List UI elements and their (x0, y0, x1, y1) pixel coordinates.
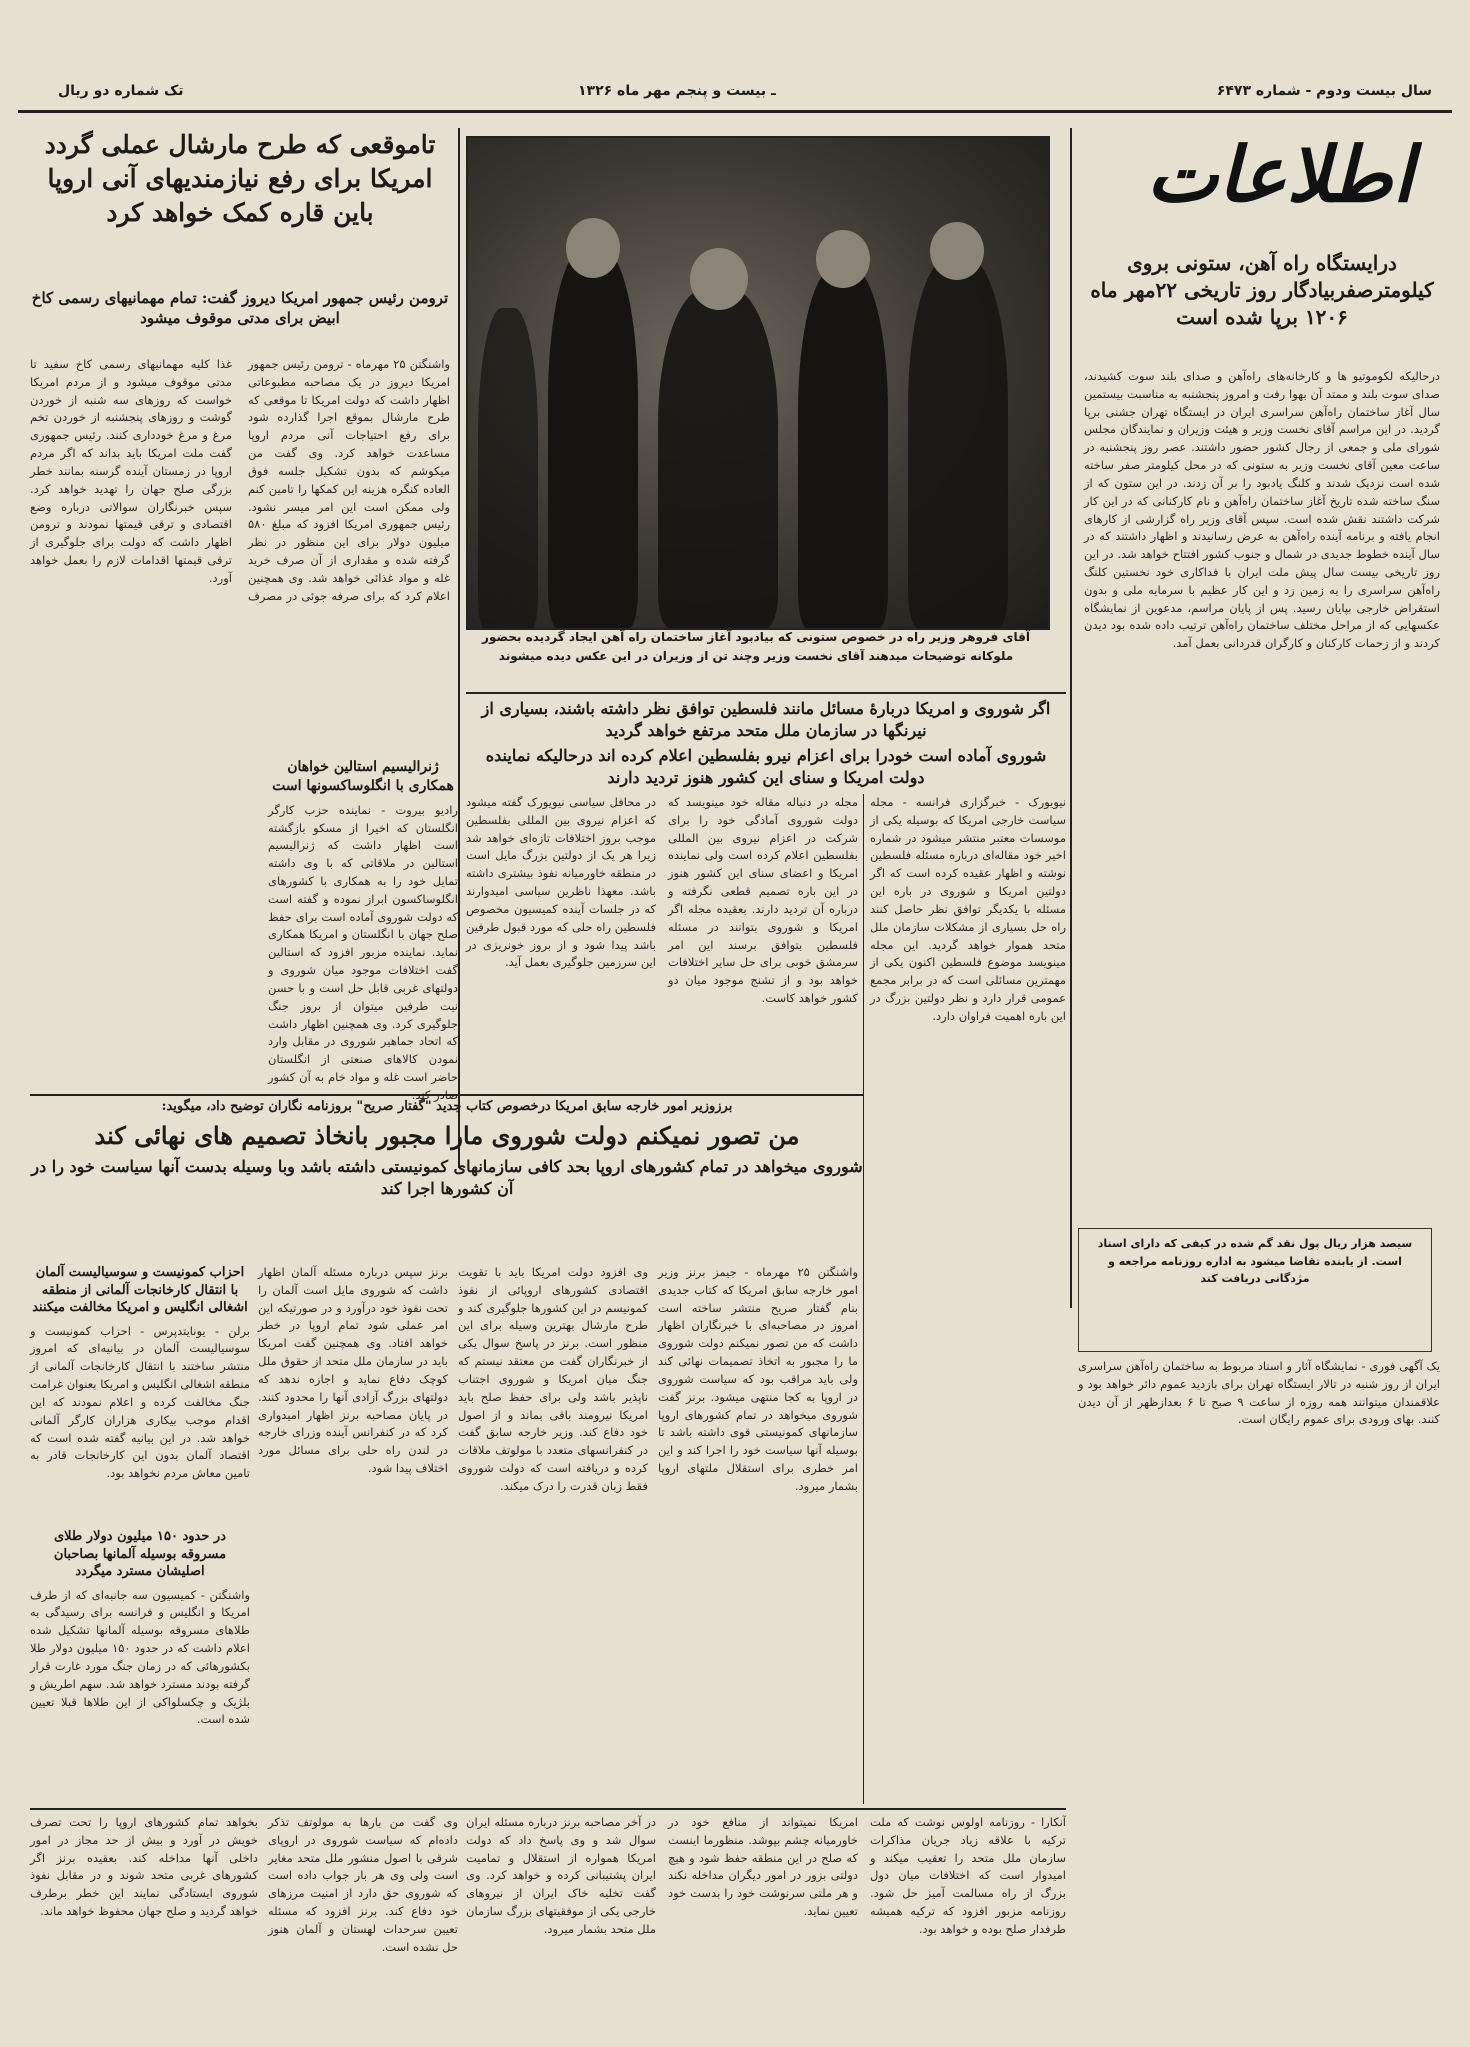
germany-headline: احزاب کمونیست و سوسیالیست آلمان با انتقال کارخانجات آلمانی از منطقه اشغالی انگلیس و امریکا مخالفت میکنند (32, 1265, 248, 1316)
bottom-col5 (870, 1814, 1066, 2004)
lead-left-headline-box (30, 128, 450, 278)
issue-price: تک شماره دو ریال (58, 83, 184, 99)
photo-caption: آقای فروهر وزیر راه در خصوص ستونی که بیادبود آغاز ساختمان راه آهن ایجاد گردیده بحضور ملوکانه توضیحات میدهند آقای نخست وزیر وچند تن از وزیران در این عکس دیده میشوند (482, 630, 1030, 664)
mid-col-left-text: در محافل سیاسی نیویورک گفته میشود که اعزام نیروی بین المللی بفلسطین موجب بروز اختلافات تازه‌ای خواهد شد زیرا هر یک از دولتین بزرگ مایل است در منطقه خاورمیانه نفوذ بیشتری داشته باشد. معهذا ناظرین سیاسی امیدوارند که در جلسات آینده کمیسیون مخصوص فلسطین راه حلی که مورد قبول طرفین باشد پیدا شود و از بروز خونریزی در این سرزمین جلوگیری بعمل آید. (466, 795, 656, 970)
right-lower-col (1078, 1358, 1440, 1998)
issue-date: ـ بیست و پنجم مهر ماه ۱۳۲۶ (578, 83, 776, 99)
mid-col-mid (668, 794, 858, 1064)
ceremony-photo (466, 136, 1050, 630)
soviet-col-left (258, 1264, 448, 1784)
soviet-headline: من تصور نمیکنم دولت شوروی مارا مجبور بانخاذ تصمیم های نهائی کند (94, 1120, 800, 1150)
lead-right-body-box (1084, 368, 1440, 1348)
germany-article (30, 1264, 250, 1524)
bottom-col1 (30, 1814, 258, 2004)
soviet-col-right (658, 1264, 858, 1784)
soviet-subhead: شوروی میخواهد در تمام کشورهای اروپا بحد کافی سازمانهای کمونیستی داشته باشد وبا وسیله بدست آنها سیاست خود را در آن کشورها اجرا کند (31, 1156, 863, 1198)
right-lower-text: یک آگهی فوری - نمایشگاه آثار و اسناد مربوط به ساختمان راه‌آهن سراسری ایران از روز شنبه در تالار ایستگاه تهران برای بازدید عموم دائر خواهد بود و علاقمندان میتوانند همه روزه از ساعت ۹ صبح تا ۶ بعدازظهر از آن دیدن کنند. بهای ورودی برای عموم رایگان است. (1078, 1359, 1440, 1427)
lead-right-headline-box (1082, 250, 1442, 358)
notice-box (1078, 1228, 1432, 1352)
mid-headline-box (466, 698, 1066, 790)
bottom-col4 (668, 1814, 858, 2004)
bottom-col5-text: آنکارا - روزنامه اولوس نوشت که ملت ترکیه با علاقه زیاد جریان مذاکرات سازمان ملل متحد را تعقیب میکند و امیدوار است که اختلافات میان دول بزرگ از راه مسالمت آمیز حل شود. روزنامه مزبور افزود که ترکیه همیشه طرفدار صلح بوده و خواهد بود. (870, 1815, 1066, 1936)
section-rule (466, 692, 1066, 694)
gold-headline: در حدود ۱۵۰ میلیون دولار طلای مسروقه بوسیله آلمانها بصاحبان اصلیشان مسترد میگردد (53, 1529, 227, 1580)
column-rule (1070, 128, 1072, 1308)
soviet-headline-box (30, 1098, 864, 1258)
mid-headline: اگر شوروی و امریکا دربارۀ مسائل مانند فلسطین توافق نظر داشته باشند، بسیاری از نیرنگها در سازمان ملل متحد مرتفع خواهد گردید (481, 699, 1051, 740)
masthead: اطلاعات (1146, 130, 1414, 219)
section-rule (30, 1094, 864, 1096)
gold-body: واشنگتن - کمیسیون سه جانبه‌ای که از طرف امریکا و انگلیس و فرانسه برای رسیدگی به طلاهای مسروقه بوسیله آلمانها تشکیل شده اعلام داشت که در حدود ۱۵۰ میلیون دولار طلا بکشورهائی که در زمان جنگ مورد غارت قرار گرفته بودند مسترد خواهد شد. سهم اطریش و بلژیک و چکسلواکی از این طلاها قبلا تعیین شده است. (30, 1587, 250, 1727)
issue-number: سال بیست ودوم - شماره ۶۴۷۳ (1216, 83, 1432, 99)
bottom-col3-text: در آخر مصاحبه برنز درباره مسئله ایران سوال شد و وی پاسخ داد که دولت امریکا همواره از استقلال و تمامیت ایران پشتیبانی کرده و خواهد کرد. وی گفت تخلیه خاک ایران از نیروهای خارجی یکی از موفقیتهای بزرگ سازمان ملل متحد بشمار میرود. (466, 1815, 656, 1936)
lead-left-body: واشنگتن ۲۵ مهرماه - ترومن رئیس جمهور امریکا دیروز در یک مصاحبه مطبوعاتی اظهار داشت که دولت امریکا تا موقعی که طرح مارشال بموقع اجرا گذارده شود برای رفع احتیاجات آنی مردم اروپا مساعدت خواهد کرد. وی گفت من میکوشم که بدون تشکیل جلسه فوق العاده کنگره هزینه این کمکها را تامین کنم ولی ممکن است این امر میسر نشود. رئیس جمهوری امریکا افزود که مبلغ ۵۸۰ میلیون دولار برای این منظور در نظر گرفته شده و مقداری از آن صرف خرید غله و مواد غذائی خواهد شد. وی همچنین اعلام کرد که برای صرفه جوئی در مصرف غذا کلیه مهمانیهای رسمی کاخ سفید تا مدتی موقوف میشود و از مردم امریکا خواست که روزهای سه شنبه از خوردن گوشت و روزهای پنجشنبه از خوردن تخم مرغ و مرغ خودداری کنند. رئیس جمهوری گفت ملت امریکا باید بداند که اگر مردم اروپا در زمستان آینده گرسنه بمانند خطر بزرگی صلح جهان را تهدید خواهد کرد. سپس خبرنگاران سوالاتی درباره وضع اقتصادی و ترقی قیمتها نمودند و ترومن اظهار داشت که دولت برای جلوگیری از ترقی قیمتها اقدامات لازم را بعمل خواهد آورد. (30, 357, 450, 603)
lead-left-subhead: ترومن رئیس جمهور امریکا دیروز گفت: تمام مهمانیهای رسمی کاخ ابیض برای مدتی موقوف میشود (31, 289, 449, 328)
dateline (18, 83, 1452, 107)
mid-col-left (466, 794, 656, 1064)
mid-subhead: شوروی آماده است خودرا برای اعزام نیرو بفلسطین اعلام کرده اند درحالیکه نماینده دولت امریکا و سنای این کشور هنوز تردید دارند (485, 746, 1047, 787)
bottom-col2 (268, 1814, 458, 2004)
germany-body: برلن - یونایتدپرس - احزاب کمونیست و سوسیالیست آلمان در بیانیه‌ای که امروز منتشر ساختند با انتقال کارخانجات آلمانی از منطقه اشغالی انگلیس و امریکا بعنوان غرامت جنگ مخالفت کرده و اعلام نمودند که این اقدام موجب بیکاری هزاران کارگر آلمانی خواهد شد. در این بیانیه گفته شده است که اقتصاد آلمان بدون این کارخانجات قادر به تامین معاش مردم نخواهد بود. (30, 1323, 250, 1481)
bottom-col3 (466, 1814, 656, 2004)
newspaper-page (18, 28, 1452, 2018)
column-rule (863, 794, 864, 1804)
bottom-col1-text: بخواهد تمام کشورهای اروپا را تحت تصرف خویش در آورد و بیش از حد مجاز در امور داخلی آنها مداخله کند. بعقیده برنز اگر کشورهای غربی متحد شوند و در مقابل نفوذ شوروی ایستادگی نمایند این خطر برطرف خواهد گردید و صلح جهان محفوظ خواهد ماند. (30, 1815, 258, 1919)
notice-text: سیصد هزار ریال پول نقد گم شده در کیفی که دارای اسناد است. از یابنده تقاضا میشود به اداره روزنامه مراجعه و مژدگانی دریافت کند (1097, 1237, 1413, 1286)
soviet-col-right-text: واشنگتن ۲۵ مهرماه - جیمز برنز وزیر امور خارجه سابق امریکا که کتاب جدیدی بنام گفتار صریح منتشر ساخته است امروز در مصاحبه‌ای با خبرنگاران اظهار داشت که من تصور نمیکنم دولت شوروی ما را مجبور به اتخاذ تصمیمات نهائی کند ولی باید مراقب بود که سیاست شوروی در اروپا به کجا منتهی میشود. برنز گفت شوروی میخواهد در تمام کشورهای اروپا سازمانهای کمونیستی قوی داشته باشد تا بوسیله آنها سیاست خود را اجرا کند و این امر خطری برای استقلال ملتهای اروپا بشمار میرود. (658, 1265, 858, 1493)
soviet-kicker: برزوزیر امور خارجه سابق امریکا درخصوص کتاب جدید "گفتار صریح" بروزنامه نگاران توضیح داد، میگوید: (161, 1099, 733, 1114)
column-rule (458, 128, 460, 1168)
lead-right-body: درحالیکه لکوموتیو ها و کارخانه‌های راه‌آهن و صدای بلند سوت کشیدند، صدای سوت بلند و ممتد آن بهوا رفت و امروز پنجشنبه به مناسبت بیستمین سال آغاز ساختمان راه‌آهن سراسری ایران در ایستگاه تهران جشنی برپا گردید. در این مراسم آقای نخست وزیر و هیئت وزیران و نمایندگان مجلس شورای ملی و جمعی از رجال کشور حضور داشتند. عصر روز پنجشنبه در ساعت معین آقای نخست وزیر به ستونی که در محل کیلومتر صفر ساخته شده است نزدیک شدند و کلنگ یادبود را بر آن زدند. در این ستون که از سنگ ساخته شده تاریخ آغاز ساختمان راه‌آهن و نام کارکنانی که در این کار شرکت داشتند نقش شده است. سپس آقای وزیر راه گزارشی از کارهای انجام یافته و برنامه آینده راه‌آهن به عرض رسانیدند و اظهار داشتند که در سال آینده خطوط جدیدی در شمال و جنوب کشور افتتاح خواهد شد. در این روز تاریخی بیست سال پیش ملت ایران با فداکاری خود نخستین کلنگ راه‌آهن سراسری را به زمین زد و این کار عظیم با سرمایه ملی و بدون استقراض خارجی بپایان رسید. پس از پایان مراسم، مدعوین از نمایشگاه عکسهایی که از مراحل مختلف ساختمان راه‌آهن ترتیب داده شده بود دیدن کردند و از زحمات کارکنان و کارگران قدردانی بعمل آمد. (1084, 369, 1440, 651)
soviet-col-mid (458, 1264, 648, 1784)
bottom-col2-text: وی گفت من بارها به مولوتف تذکر داده‌ام که سیاست شوروی در اروپای شرقی با اصول منشور ملل متحد مغایر است ولی وی هر بار جواب داده است که شوروی حق دارد از امنیت مرزهای خود دفاع کند. برنز افزود که مسئله تعیین سرحدات لهستان و آلمان هنوز حل نشده است. (268, 1815, 458, 1954)
mid-col-right (870, 794, 1066, 1804)
lead-left-subhead-box (30, 288, 450, 348)
soviet-col-mid-text: وی افزود دولت امریکا باید با تقویت اقتصادی کشورهای اروپائی از نفوذ کمونیسم در این کشورها جلوگیری کند و طرح مارشال بهترین وسیله برای این منظور است. برنز در پاسخ سوال یکی از خبرنگاران گفت من معتقد نیستم که جنگ میان امریکا و شوروی اجتناب ناپذیر باشد ولی برای حفظ صلح باید امریکا نیرومند باقی بماند و از اصول خود دفاع کند. وزیر خارجه سابق گفت در کنفرانسهای متعدد با مولوتف ملاقات کرده و دریافته است که دولت شوروی فقط زبان قدرت را درک میکند. (458, 1265, 648, 1493)
soviet-col-left-text: برنز سپس درباره مسئله آلمان اظهار داشت که شوروی مایل است آلمان را تحت نفوذ خود درآورد و در صورتیکه این امر عملی شود تمام اروپا در خطر خواهد افتاد. وی همچنین گفت امریکا باید در سازمان ملل متحد از حقوق ملل کوچک دفاع نماید و اجازه ندهد که دولتهای بزرگ آزادی آنها را محدود کنند. در پایان مصاحبه برنز اظهار امیدواری کرد که در کنفرانس آینده وزرای خارجه در لندن راه حلی برای مسائل مورد اختلاف پیدا شود. (258, 1265, 448, 1475)
stalin-headline: ژنرالیسیم استالین خواهان همکاری با انگلوساکسونها است (272, 759, 454, 794)
section-rule (30, 1808, 1066, 1810)
lead-right-headline: درایستگاه راه آهن، ستونی بروی کیلومترصفربیادگار روز تاریخی ۲۲مهر ماه ۱۲۰۶ برپا شده است (1090, 251, 1434, 329)
stalin-article (268, 758, 458, 1088)
header-rule (18, 110, 1452, 113)
lead-left-headline: تاموقعی که طرح مارشال عملی گردد امریکا برای رفع نیازمندیهای آنی اروپا باین قاره کمک خواهد کرد (44, 130, 436, 227)
mid-col-mid-text: مجله در دنباله مقاله خود مینویسد که دولت شوروی آمادگی خود را برای شرکت در اعزام نیروی بین المللی بفلسطین اعلام کرده است ولی نماینده امریکا و اعضای سنای این کشور هنوز در این باره تصمیم قطعی نگرفته و درباره آن تردید دارند. بعقیده مجله اگر امریکا و شوروی بتوانند در مسئله فلسطین بتوافق برسند این امر سرمشق خوبی برای حل سایر اختلافات خواهد بود و از تشنج موجود میان دو کشور خواهد کاست. (668, 795, 858, 1005)
gold-article (30, 1528, 250, 1738)
stalin-body: رادیو بیروت - نماینده حزب کارگر انگلستان که اخیرا از مسکو بازگشته است اظهار داشت که ژنرالیسیم استالین در ملاقاتی که با وی داشته تمایل خود را به همکاری با کشورهای انگلوساکسون ابراز نموده و گفته است که دولت شوروی آماده است برای حفظ صلح جهان با انگلستان و امریکا همکاری نماید. نماینده مزبور افزود که استالین گفت اختلافات موجود میان شوروی و دولتهای غربی قابل حل است و با حسن نیت طرفین میتوان از بروز جنگ جلوگیری کرد. وی همچنین اظهار داشت که اتحاد جماهیر شوروی در مقابل وارد نمودن کالاهای صنعتی از انگلستان حاضر است غله و مواد خام به آن کشور (268, 802, 458, 1084)
bottom-col4-text: امریکا نمیتواند از منافع خود در خاورمیانه چشم بپوشد. منظورما اینست که صلح در این منطقه حفظ شود و هیچ دولتی بزور در امور دیگران مداخله نکند و هر ملتی سرنوشت خود را بدست خود تعیین نماید. (668, 1815, 858, 1919)
mid-col-right-text: نیویورک - خبرگزاری فرانسه - مجله سیاست خارجی امریکا که بوسیله یکی از موسسات معتبر منتشر میشود در شماره اخیر خود مقاله‌ای درباره مسئله فلسطین نوشته و اظهار عقیده کرده است که اگر دولتین امریکا و شوروی در باره این مسئله با یکدیگر توافق نظر حاصل کنند راه حل بسیاری از مشکلات سازمان ملل متحد هموار خواهد گردید. این مجله مینویسد موضوع فلسطین اکنون یکی از مهمترین مسائلی است که در برابر مجمع عمومی قرار دارد و نظر دولتین بزرگ در این باره اهمیت فراوان دارد. (870, 795, 1066, 1023)
